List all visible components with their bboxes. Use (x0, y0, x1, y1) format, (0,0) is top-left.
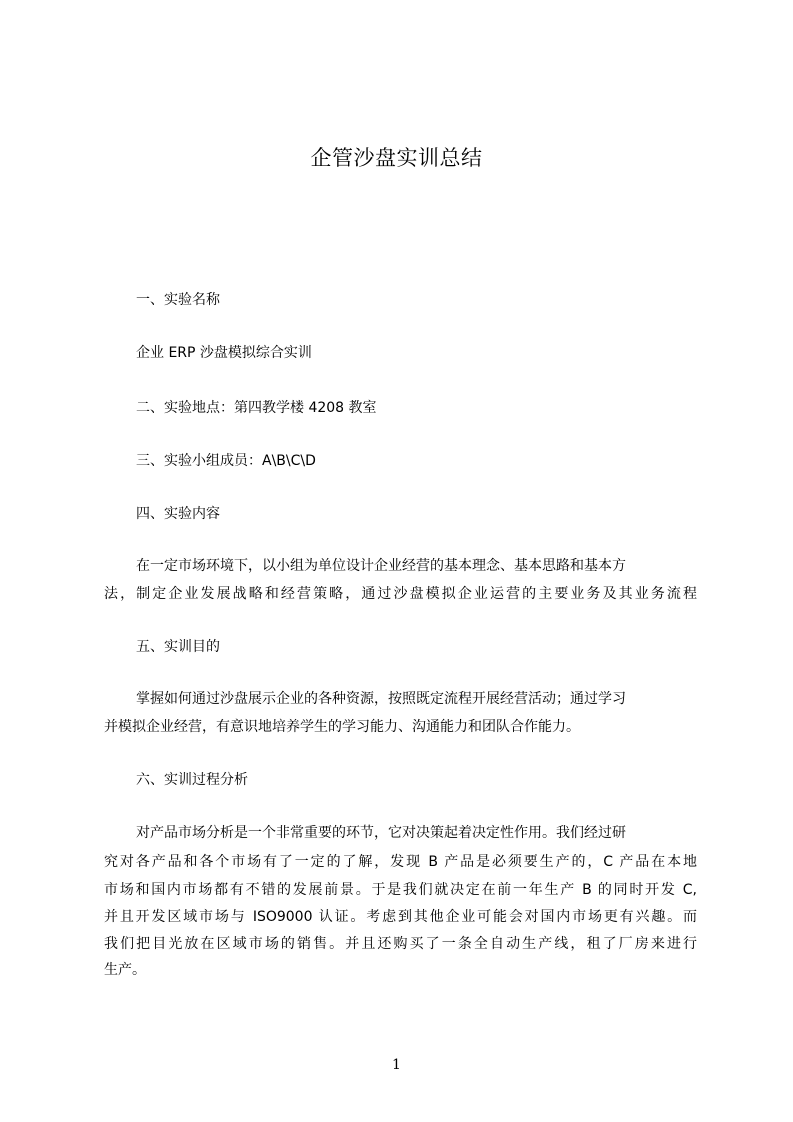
paragraph-line: 并且开发区域市场与 ISO9000 认证。考虑到其他企业可能会对国内市场更有兴趣。而 (104, 909, 697, 925)
document-title: 企管沙盘实训总结 (310, 146, 483, 170)
section-heading-content: 四、实验内容 (136, 506, 220, 522)
paragraph-line: 生产。 (104, 962, 146, 978)
page-number: 1 (392, 1057, 401, 1073)
paragraph-line: 我们把目光放在区域市场的销售。并且还购买了一条全自动生产线，租了厂房来进行 (104, 936, 697, 952)
section-heading-purpose: 五、实训目的 (136, 639, 220, 655)
paragraph-line: 究对各产品和各个市场有了一定的了解，发现 B 产品是必须要生产的，C 产品在本地 (104, 854, 697, 870)
section-heading-name: 一、实验名称 (136, 292, 220, 308)
paragraph-line: 市场和国内市场都有不错的发展前景。于是我们就决定在前一年生产 B 的同时开发 C, (104, 882, 697, 898)
paragraph-line: 在一定市场环境下，以小组为单位设计企业经营的基本理念、基本思路和基本方 (136, 558, 626, 574)
experiment-name-text: 企业 ERP 沙盘模拟综合实训 (136, 345, 312, 361)
paragraph-line: 掌握如何通过沙盘展示企业的各种资源，按照既定流程开展经营活动；通过学习 (136, 691, 626, 707)
paragraph-line: 法，制定企业发展战略和经营策略，通过沙盘模拟企业运营的主要业务及其业务流程 (104, 586, 697, 602)
section-heading-analysis: 六、实训过程分析 (136, 772, 248, 788)
paragraph-line: 对产品市场分析是一个非常重要的环节，它对决策起着决定性作用。我们经过研 (136, 825, 626, 841)
section-heading-members: 三、实验小组成员：A\B\C\D (136, 453, 316, 469)
paragraph-line: 并模拟企业经营，有意识地培养学生的学习能力、沟通能力和团队合作能力。 (104, 719, 580, 735)
section-heading-location: 二、实验地点：第四教学楼 4208 教室 (136, 400, 377, 416)
